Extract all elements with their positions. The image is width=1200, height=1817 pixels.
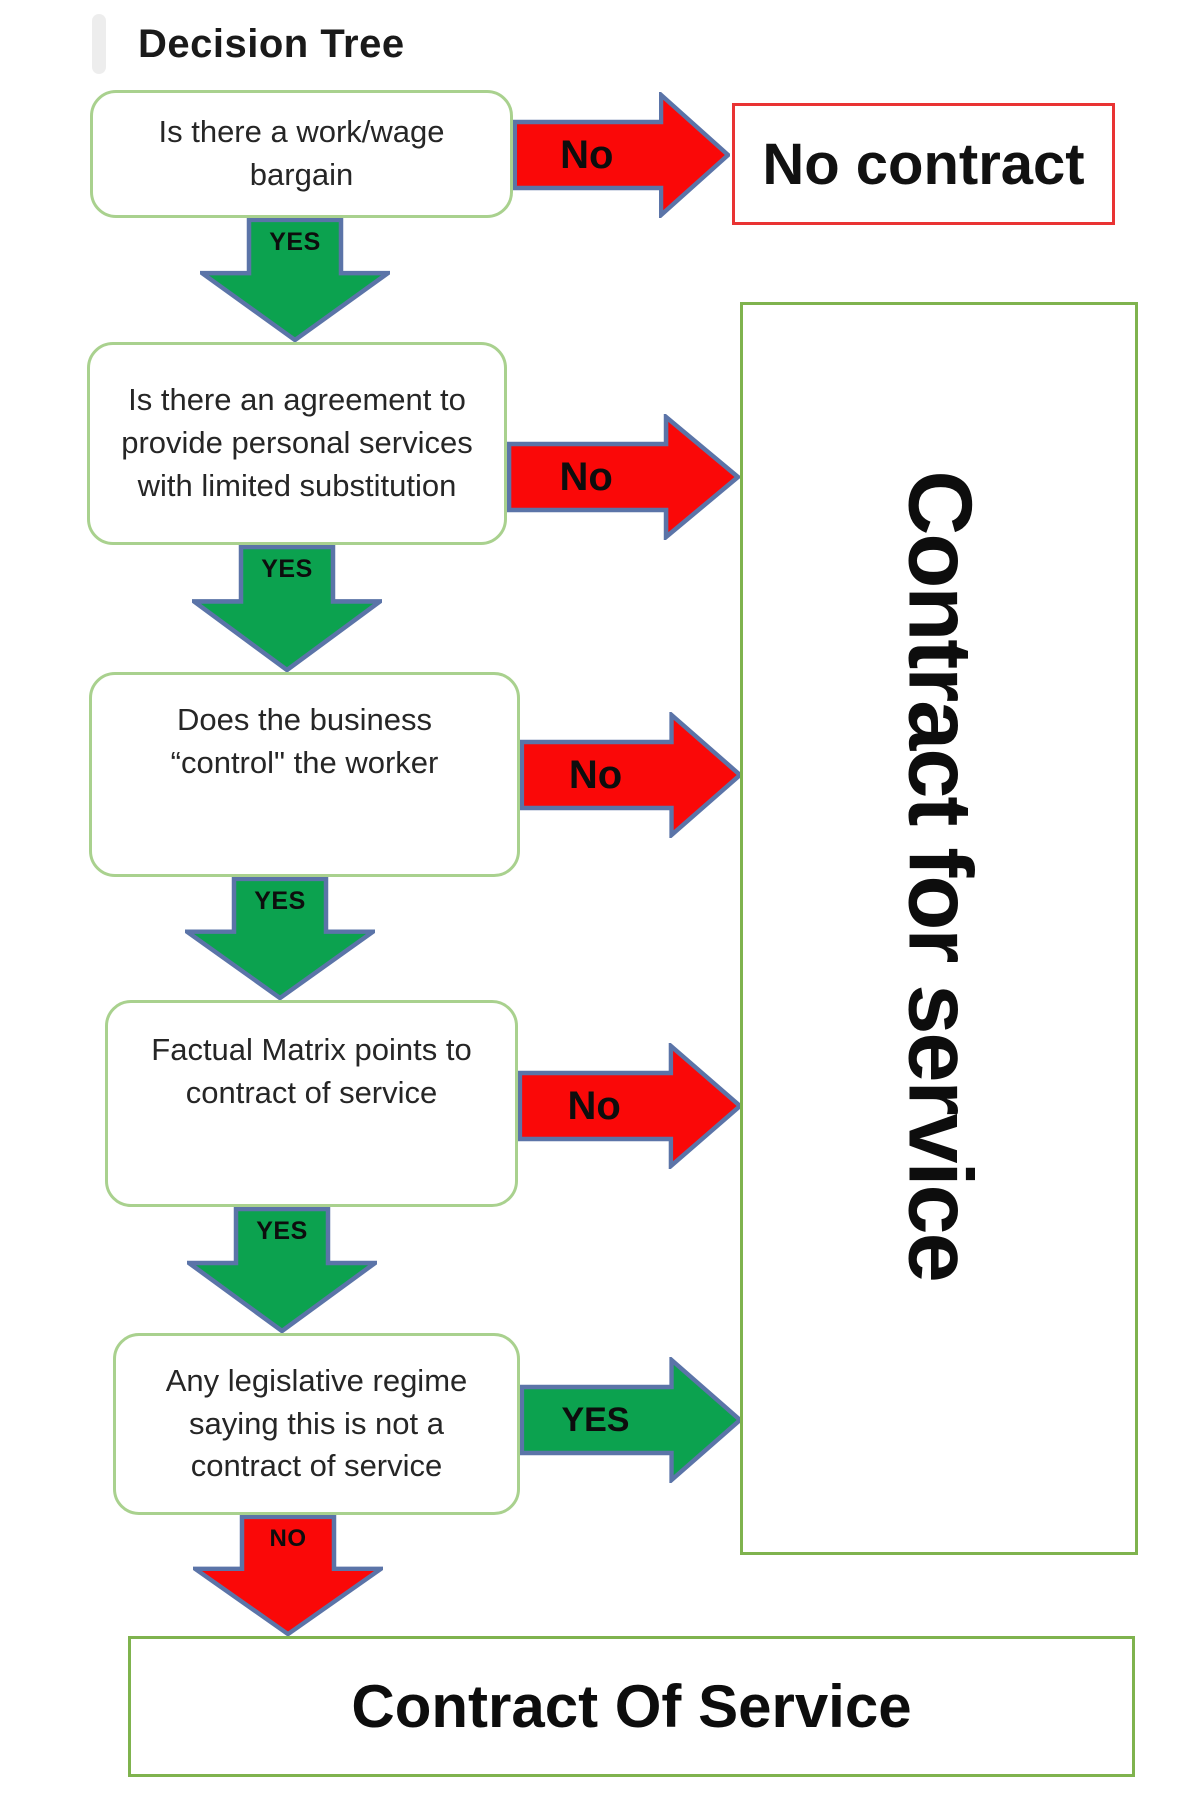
arrow-label-no: NO [269, 1525, 307, 1552]
arrow-yes-right [520, 1357, 742, 1483]
arrow-label-yes: YES [561, 1400, 630, 1439]
arrow-no-right-1 [513, 92, 730, 218]
question-box-personal-services [87, 342, 507, 545]
question-box-control-worker [89, 672, 520, 877]
outcome-text: Contract Of Service [351, 1673, 912, 1740]
arrow-label-no: No [560, 132, 614, 177]
arrow-label-no: No [568, 752, 623, 797]
arrow-label-yes: YES [261, 555, 313, 583]
arrow-label-yes: YES [254, 887, 306, 915]
question-text: Any legislative regime saying this is not a contract of service [165, 1362, 468, 1484]
outcome-contract-for-service [740, 302, 1138, 1555]
outcome-contract-of-service [128, 1636, 1135, 1777]
arrow-yes-down-3 [185, 877, 375, 1000]
arrow-no-right-2 [507, 414, 740, 540]
arrow-no-right-3 [520, 712, 742, 838]
arrow-label-yes: YES [256, 1217, 308, 1245]
diagram-title: Decision Tree [138, 22, 405, 66]
outcome-text: No contract [762, 131, 1085, 197]
outcome-text-vertical: Contract for service [889, 470, 990, 1281]
arrow-no-down [193, 1515, 383, 1636]
arrow-label-no: No [567, 1083, 621, 1128]
question-box-factual-matrix [105, 1000, 518, 1207]
scan-artifact [92, 14, 106, 74]
arrow-yes-down-4 [187, 1207, 377, 1333]
question-text: Is there an agreement to provide personal services with limited substitution [121, 382, 473, 503]
arrow-yes-down-1 [200, 218, 390, 342]
arrow-label-yes: YES [269, 228, 321, 256]
question-text: Does the business “control" the worker [170, 702, 439, 780]
question-box-work-wage [90, 90, 513, 218]
arrow-yes-down-2 [192, 545, 382, 672]
arrow-no-right-4 [518, 1043, 742, 1169]
question-text: Is there a work/wage bargain [158, 114, 445, 192]
arrow-label-no: No [559, 454, 613, 499]
question-text: Factual Matrix points to contract of service [151, 1032, 472, 1110]
question-box-legislative-regime [113, 1333, 520, 1515]
outcome-no-contract [732, 103, 1115, 225]
